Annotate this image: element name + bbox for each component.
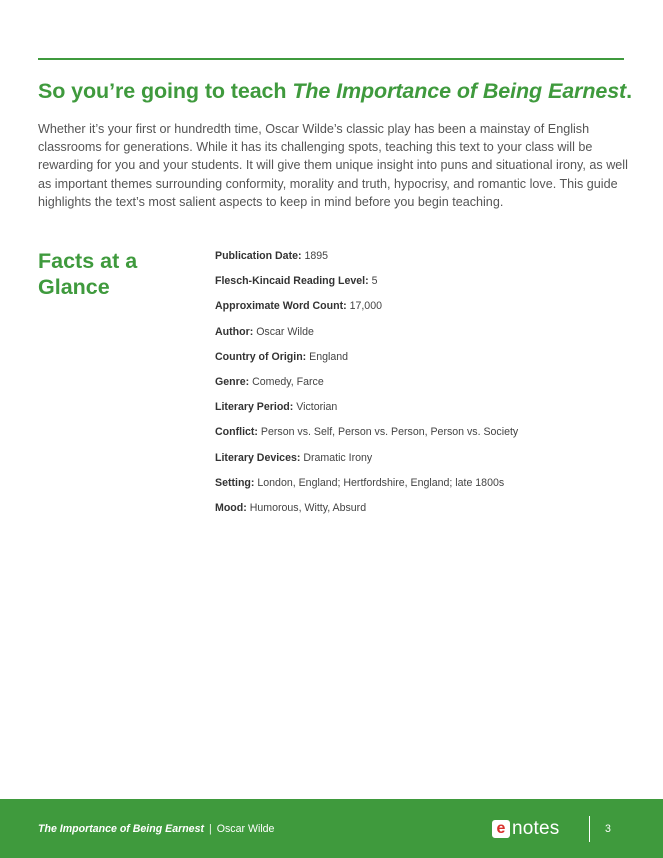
footer-book-title: The Importance of Being Earnest xyxy=(38,823,204,835)
facts-list xyxy=(215,249,635,526)
logo-e-mark: e xyxy=(492,820,510,838)
headline-suffix: . xyxy=(626,79,632,103)
fact-label: Approximate Word Count: xyxy=(215,300,347,313)
fact-mood xyxy=(215,501,635,526)
fact-setting xyxy=(215,476,635,501)
fact-label: Mood: xyxy=(215,501,247,514)
footer-separator: | xyxy=(209,823,212,835)
fact-label: Publication Date: xyxy=(215,250,302,262)
headline-book-title: The Importance of Being Earnest xyxy=(292,79,627,103)
footer-author: Oscar Wilde xyxy=(216,823,275,835)
fact-literary-period xyxy=(215,400,635,425)
fact-value: Person vs. Self, Person vs. Person, Person vs. Society xyxy=(257,426,519,439)
fact-label: Literary Devices: xyxy=(215,451,301,464)
fact-value: Dramatic Irony xyxy=(300,451,373,464)
fact-label: Genre: xyxy=(215,375,250,388)
page-number: 3 xyxy=(605,823,611,835)
fact-label: Conflict: xyxy=(215,426,258,439)
fact-author xyxy=(215,325,635,350)
facts-heading: Facts at a Glance xyxy=(38,249,138,299)
footer-divider xyxy=(589,816,590,842)
fact-value: England xyxy=(306,350,349,363)
page-footer xyxy=(0,799,663,858)
fact-value: Humorous, Witty, Absurd xyxy=(246,501,367,514)
fact-value: Comedy, Farce xyxy=(249,375,324,388)
fact-country-of-origin xyxy=(215,350,635,375)
fact-value: Oscar Wilde xyxy=(253,325,314,338)
fact-label: Setting: xyxy=(215,476,255,489)
logo-wordmark: notes xyxy=(512,818,560,839)
fact-conflict xyxy=(215,425,635,450)
fact-value: Victorian xyxy=(293,401,338,414)
fact-genre xyxy=(215,375,635,400)
fact-label: Author: xyxy=(215,325,254,338)
fact-label: Flesch-Kincaid Reading Level: xyxy=(215,275,369,288)
headline-prefix: So you’re going to teach xyxy=(38,79,293,103)
fact-value: 1895 xyxy=(301,250,329,262)
intro-paragraph: Whether it’s your first or hundredth time, Oscar Wilde’s classic play has been a mainstay of English classrooms for generations. While it has its challenging spots, teaching this text to your class will be rewarding for you and your students. It will give them unique insight into puns and situational irony, as well as important themes surrounding conformity, morality and truth, hypocrisy, and romantic love. This guide highlights the text’s most salient aspects to keep in mind before you begin teaching. xyxy=(38,122,628,209)
fact-publication-date xyxy=(215,249,635,274)
footer-caption xyxy=(38,823,274,835)
enotes-logo xyxy=(492,818,559,840)
fact-value: 17,000 xyxy=(346,300,382,313)
fact-value: 5 xyxy=(368,275,378,288)
page-headline xyxy=(38,79,638,104)
fact-literary-devices xyxy=(215,451,635,476)
fact-label: Literary Period: xyxy=(215,401,294,414)
fact-word-count xyxy=(215,299,635,324)
fact-reading-level xyxy=(215,274,635,299)
top-rule xyxy=(38,58,624,60)
fact-label: Country of Origin: xyxy=(215,350,307,363)
fact-value: London, England; Hertfordshire, England; late 1800s xyxy=(254,476,505,489)
